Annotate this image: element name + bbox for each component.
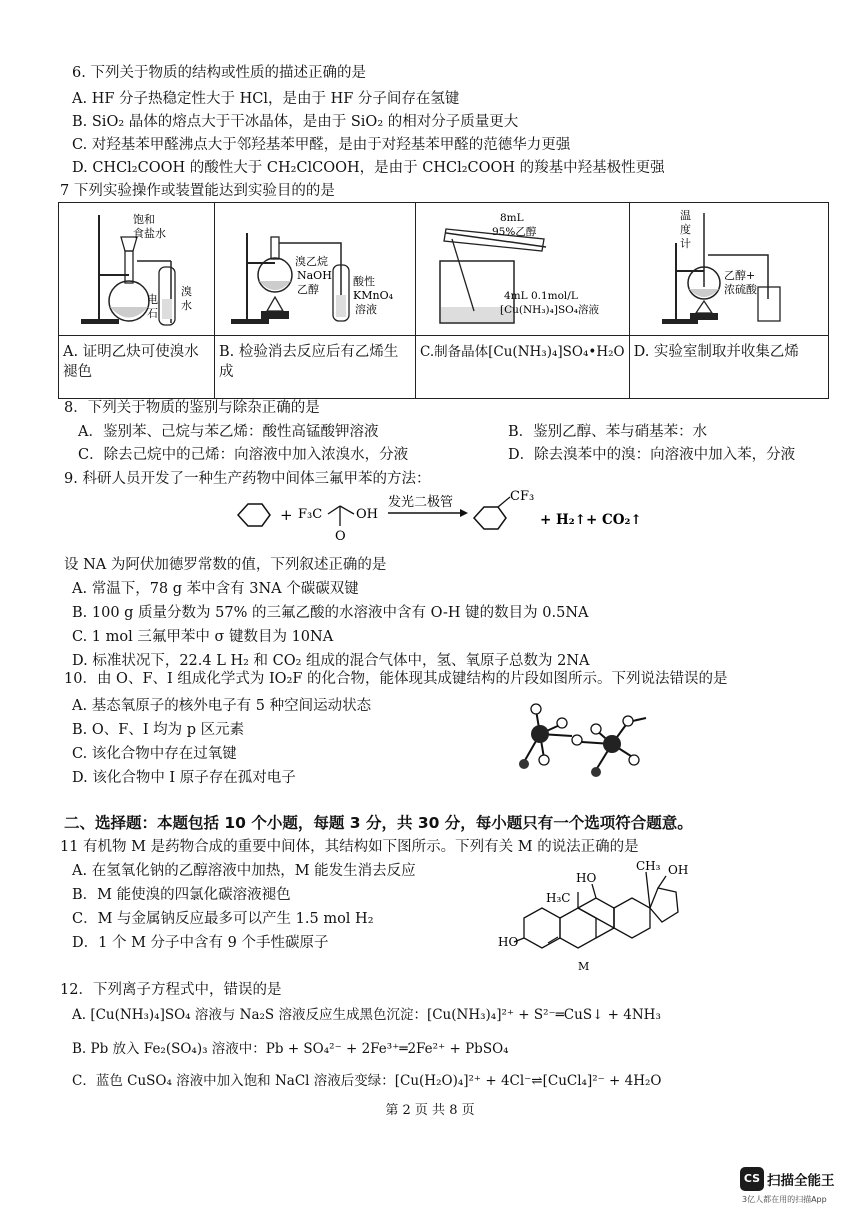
q8-option-d: D．除去溴苯中的溴：向溶液中加入苯，分液 <box>508 447 796 463</box>
q6-option-b: B. SiO₂ 晶体的熔点大于干冰晶体，是由于 SiO₂ 的相对分子质量更大 <box>72 114 519 130</box>
q11-steroid-structure <box>496 852 706 978</box>
section-2-heading: 二、选择题：本题包括 10 个小题，每题 3 分，共 30 分，每小题只有一个选项符合题意。 <box>64 814 693 832</box>
label-conc: 4mL 0.1mol/L <box>504 290 578 302</box>
q8-stem: 8．下列关于物质的鉴别与除杂正确的是 <box>64 400 320 416</box>
ch3-top-label: CH₃ <box>636 859 661 873</box>
q10-option-c: C. 该化合物中存在过氧键 <box>72 746 237 762</box>
q6-stem: 6. 下列关于物质的结构或性质的描述正确的是 <box>72 65 366 81</box>
q7-stem: 7 下列实验操作或装置能达到实验目的的是 <box>60 183 335 199</box>
q10-option-b: B. O、F、I 均为 p 区元素 <box>72 722 245 738</box>
apparatus-a-figure <box>59 203 214 335</box>
label-bromine-water-1: 溴 <box>181 285 192 298</box>
label-solution: 溶液 <box>355 303 377 316</box>
label-acidic: 酸性 <box>353 275 375 288</box>
label-saturated: 饱和 <box>133 213 155 226</box>
apparatus-b-drawing <box>215 203 415 335</box>
tfa-oh: OH <box>356 507 378 522</box>
product-benzene-ring <box>474 507 506 529</box>
apparatus-a-drawing <box>59 203 214 335</box>
q7-apparatus-table <box>58 202 829 399</box>
caption-d: D. 实验室制取并收集乙烯 <box>633 344 799 360</box>
apparatus-c-drawing <box>416 203 623 335</box>
cs-logo-icon: CS <box>740 1167 764 1191</box>
brand-name: 扫描全能王 <box>767 1173 835 1189</box>
label-thermometer-1: 温 <box>679 209 691 222</box>
q12-stem: 12．下列离子方程式中，错误的是 <box>60 982 282 998</box>
benzene-ring <box>238 504 270 526</box>
page-number: 第 2 页 共 8 页 <box>385 1103 475 1118</box>
label-conc-h2so4: 浓硫酸 <box>723 283 757 296</box>
label-complex-solution: [Cu(NH₃)₄]SO₄溶液 <box>500 304 599 316</box>
caption-b: B. 检验消去反应后有乙烯生成 <box>219 344 399 380</box>
q10-option-a: A. 基态氧原子的核外电子有 5 种空间运动状态 <box>72 698 372 714</box>
reaction-condition: 发光二极管 <box>388 495 454 510</box>
q10-stem: 10．由 O、F、I 组成化学式为 IO₂F 的化合物，能体现其成键结构的片段如图所示。下列说法错误的是 <box>64 671 728 687</box>
q9-option-b: B. 100 g 质量分数为 57% 的三氟乙酸的水溶液中含有 O-H 键的数目为 0.5NA <box>72 605 589 621</box>
label-calcium-carbide-2: 石 <box>147 307 158 320</box>
label-bromine-water-2: 水 <box>181 299 192 312</box>
h3c-label: H₃C <box>546 891 571 905</box>
q11-option-a: A. 在氢氧化钠的乙醇溶液中加热，M 能发生消去反应 <box>72 863 416 879</box>
brand-tagline: 3亿人都在用的扫描App <box>742 1195 827 1204</box>
apparatus-d-drawing <box>630 203 828 335</box>
product-gases: + H₂↑+ CO₂↑ <box>540 512 642 528</box>
q6-option-d: D. CHCl₂COOH 的酸性大于 CH₂ClCOOH，是由于 CHCl₂COOH 的羧基中羟基极性更强 <box>72 160 665 176</box>
label-kmno4: KMnO₄ <box>353 289 393 302</box>
apparatus-d-figure <box>630 203 828 335</box>
tfa-carbonyl-o: O <box>335 529 346 544</box>
q9-option-c: C. 1 mol 三氟甲苯中 σ 键数目为 10NA <box>72 629 334 645</box>
label-8ml: 8mL <box>500 212 524 224</box>
q6-option-c: C. 对羟基苯甲醛沸点大于邻羟基苯甲醛，是由于对羟基苯甲醛的范德华力更强 <box>72 137 571 153</box>
q12-option-c: C．蓝色 CuSO₄ 溶液中加入饱和 NaCl 溶液后变绿：[Cu(H₂O)₄]²⁺ + 4Cl⁻⇌[CuCl₄]²⁻ + 4H₂O <box>72 1073 662 1089</box>
q9-option-d: D. 标准状况下，22.4 L H₂ 和 CO₂ 组成的混合气体中，氢、氧原子总数为 2NA <box>72 653 590 669</box>
product-cf3: CF₃ <box>510 489 535 504</box>
q11-stem: 11 有机物 M 是药物合成的重要中间体，其结构如下图所示。下列有关 M 的说法正确的是 <box>60 839 639 855</box>
q9-reaction-scheme <box>228 488 658 548</box>
q12-option-b: B. Pb 放入 Fe₂(SO₄)₃ 溶液中：Pb + SO₄²⁻ + 2Fe³⁺═2Fe²⁺ + PbSO₄ <box>72 1041 509 1057</box>
compound-m-label: M <box>578 960 590 973</box>
q11-option-c: C．M 与金属钠反应最多可以产生 1.5 mol H₂ <box>72 911 374 927</box>
q8-option-b: B．鉴别乙醇、苯与硝基苯：水 <box>508 424 708 440</box>
q12-option-a: A. [Cu(NH₃)₄]SO₄ 溶液与 Na₂S 溶液反应生成黑色沉淀：[Cu(NH₃)₄]²⁺ + S²⁻═CuS↓ + 4NH₃ <box>72 1007 661 1023</box>
q9-intro: 设 NA 为阿伏加德罗常数的值，下列叙述正确的是 <box>64 557 387 573</box>
apparatus-b-figure <box>215 203 415 335</box>
q8-option-c: C．除去己烷中的己烯：向溶液中加入浓溴水，分液 <box>78 447 409 463</box>
apparatus-c-figure <box>416 203 629 335</box>
q8-option-a: A．鉴别苯、己烷与苯乙烯：酸性高锰酸钾溶液 <box>78 424 379 440</box>
caption-a: A. 证明乙炔可使溴水褪色 <box>63 344 199 380</box>
q9-stem: 9. 科研人员开发了一种生产药物中间体三氟甲苯的方法： <box>64 471 431 487</box>
label-bromoethane: 溴乙烷 <box>295 255 328 268</box>
q11-option-d: D．1 个 M 分子中含有 9 个手性碳原子 <box>72 935 329 951</box>
label-calcium-carbide-1: 电 <box>147 293 158 306</box>
label-naoh: NaOH <box>297 269 332 282</box>
label-thermometer-2: 度 <box>679 223 691 236</box>
label-thermometer-3: 计 <box>679 237 691 250</box>
ho-mid-label: HO <box>576 871 597 885</box>
scanner-watermark <box>740 1167 835 1191</box>
ho-left-label: HO <box>498 935 519 949</box>
q10-option-d: D. 该化合物中 I 原子存在孤对电子 <box>72 770 296 786</box>
plus-sign: + <box>280 506 293 524</box>
q10-molecule-fragment <box>500 700 670 788</box>
q6-option-a: A. HF 分子热稳定性大于 HCl，是由于 HF 分子间存在氢键 <box>72 91 460 107</box>
label-ethanol-95: 95%乙醇 <box>492 226 537 238</box>
q9-option-a: A. 常温下，78 g 苯中含有 3NA 个碳碳双键 <box>72 581 359 597</box>
q11-option-b: B．M 能使溴的四氯化碳溶液褪色 <box>72 887 291 903</box>
label-brine: 食盐水 <box>133 227 166 240</box>
tfa-cf3: F₃C <box>298 507 323 522</box>
label-ethanol: 乙醇 <box>297 283 319 296</box>
oh-right-label: OH <box>668 863 689 877</box>
label-ethanol-plus: 乙醇+ <box>723 269 755 282</box>
caption-c: C.制备晶体[Cu(NH₃)₄]SO₄•H₂O <box>420 344 625 360</box>
